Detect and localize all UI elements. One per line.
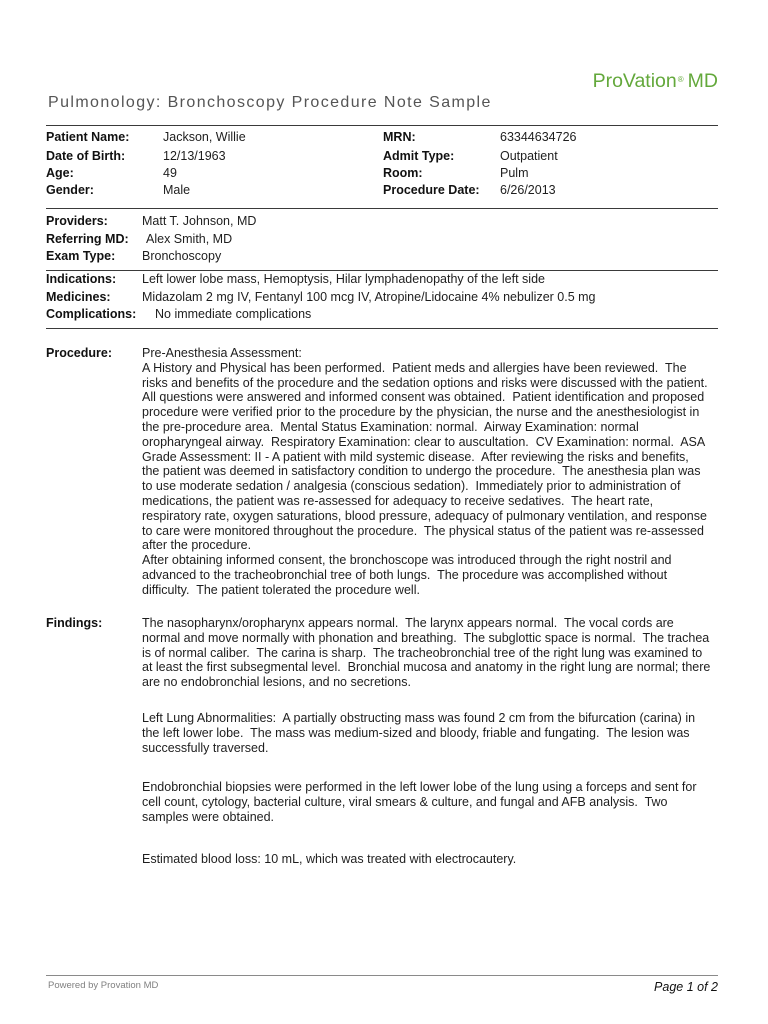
document-title: Pulmonology: Bronchoscopy Procedure Note Sample (48, 94, 492, 111)
findings-text-line: normal and move normally with phonation and breathing. The subglottic space is normal. The trachea (142, 630, 710, 645)
medicines-label: Medicines: (46, 290, 111, 304)
procedure-text-line: difficulty. The patient tolerated the procedure well. (142, 582, 420, 597)
indications-value: Left lower lobe mass, Hemoptysis, Hilar lymphadenopathy of the left side (142, 272, 545, 286)
gender-label: Gender: (46, 183, 94, 197)
mrn-value: 63344634726 (500, 130, 577, 144)
procedure-text-line: to use moderate sedation / analgesia (conscious sedation). Immediately prior to administration of (142, 479, 681, 494)
findings-text-line: Estimated blood loss: 10 mL, which was treated with electrocautery. (142, 852, 517, 866)
date-of-birth-value: 12/13/1963 (163, 149, 226, 163)
procedure-text-line: respiratory rate, oxygen saturations, blood pressure, adequacy of pulmonary ventilation, and response (142, 508, 707, 523)
procedure-text-line: Pre-Anesthesia Assessment: (142, 346, 302, 360)
referring-md-value: Alex Smith, MD (146, 232, 233, 246)
procedure-text-line: medications, the patient was re-assessed for adequacy to receive sedatives. The heart rate, (142, 493, 654, 508)
providers-value: Matt T. Johnson, MD (142, 214, 257, 228)
indications-label: Indications: (46, 272, 117, 286)
patient-name-label: Patient Name: (46, 130, 130, 144)
divider (46, 208, 718, 209)
procedure-text-line: after the procedure. (142, 538, 252, 553)
exam-type-label: Exam Type: (46, 249, 116, 263)
procedure-label: Procedure: (46, 346, 112, 360)
admit-type-value: Outpatient (500, 149, 558, 163)
medicines-value: Midazolam 2 mg IV, Fentanyl 100 mcg IV, Atropine/Lidocaine 4% nebulizer 0.5 mg (142, 290, 596, 304)
findings-text-line: cell count, cytology, bacterial culture, viral smears & culture, and fungal and AFB analysis. Two (142, 794, 668, 809)
findings-text-line: at least the first subsegmental level. Bronchial mucosa and anatomy in the right lung are normal; there (142, 660, 711, 675)
providers-label: Providers: (46, 214, 108, 228)
procedure-text-line: the pre-procedure area. Mental Status Examination: normal. Airway Examination: normal (142, 419, 639, 434)
findings-text-line: the left lower lobe. The mass was medium-sized and bloody, friable and fungating. The lesion was (142, 725, 690, 740)
provation-md-logo (593, 69, 718, 93)
age-label: Age: (46, 166, 74, 180)
findings-paragraph (142, 852, 516, 867)
procedure-text-line: A History and Physical has been performed. Patient meds and allergies have been reviewed. The (142, 360, 687, 375)
procedure-text-line: advanced to the tracheobronchial tree of both lungs. The procedure was accomplished without (142, 567, 668, 582)
procedure-text-line: procedure were verified prior to the procedure by the physician, the nurse and the anesthesiologist in (142, 405, 700, 420)
procedure-text (142, 346, 708, 598)
divider (46, 328, 718, 329)
procedure-text-line: Grade Assessment: II - A patient with mild systemic disease. After reviewing the risks and benefits, (142, 449, 689, 464)
findings-text-line: successfully traversed. (142, 740, 269, 755)
referring-md-label: Referring MD: (46, 232, 129, 246)
procedure-text-line: All questions were answered and informed consent was obtained. Patient identification and proposed (142, 390, 705, 405)
findings-text-line: Left Lung Abnormalities: A partially obstructing mass was found 2 cm from the bifurcation (carina) in (142, 711, 696, 725)
logo-brand-name: ProVation (592, 70, 677, 92)
procedure-text-line: After obtaining informed consent, the bronchoscope was introduced through the right nostril and (142, 553, 672, 568)
findings-text-line: samples were obtained. (142, 809, 275, 824)
age-value: 49 (163, 166, 177, 180)
findings-text-line: is of normal caliber. The carina is sharp. The tracheobronchial tree of the right lung was examined to (142, 645, 703, 660)
divider (46, 125, 718, 126)
procedure-text-line: to care were monitored throughout the procedure. The physical status of the patient was re-assessed (142, 523, 704, 538)
exam-type-value: Bronchoscopy (142, 249, 222, 263)
findings-text-line: The nasopharynx/oropharynx appears normal. The larynx appears normal. The vocal cords are (142, 616, 674, 630)
findings-paragraph (142, 711, 695, 755)
date-of-birth-label: Date of Birth: (46, 149, 126, 163)
patient-name-value: Jackson, Willie (163, 130, 246, 144)
procedure-text-line: risks and benefits of the procedure and the sedation options and risks were discussed with the patient. (142, 375, 708, 390)
logo-suffix: MD (687, 70, 718, 92)
footer-divider (46, 975, 718, 976)
powered-by-text: Powered by Provation MD (48, 980, 159, 991)
findings-label: Findings: (46, 616, 103, 630)
divider (46, 270, 718, 271)
findings-paragraph (142, 616, 710, 690)
admit-type-label: Admit Type: (383, 149, 455, 163)
room-value: Pulm (500, 166, 529, 180)
gender-value: Male (163, 183, 191, 197)
findings-text-line: are no endobronchial lesions, and no secretions. (142, 675, 411, 690)
findings-text-line: Endobronchial biopsies were performed in the left lower lobe of the lung using a forceps and sent for (142, 780, 697, 794)
complications-value: No immediate complications (155, 307, 312, 321)
complications-label: Complications: (46, 307, 137, 321)
procedure-date-label: Procedure Date: (383, 183, 480, 197)
procedure-text-line: the patient was deemed in satisfactory condition to undergo the procedure. The anesthesia plan was (142, 464, 701, 479)
findings-paragraph (142, 780, 697, 824)
mrn-label: MRN: (383, 130, 416, 144)
page-number: Page 1 of 2 (654, 980, 718, 994)
registered-mark: ® (677, 75, 684, 84)
procedure-text-line: oropharyngeal airway. Respiratory Examination: clear to auscultation. CV Examination: normal. ASA (142, 434, 706, 449)
room-label: Room: (383, 166, 423, 180)
procedure-date-value: 6/26/2013 (500, 183, 556, 197)
